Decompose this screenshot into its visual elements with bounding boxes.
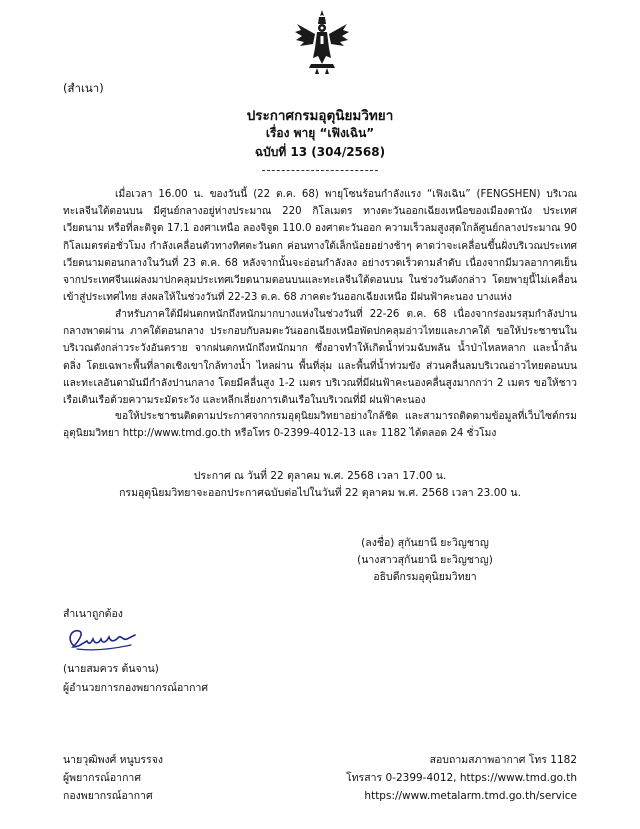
signatory-position: อธิบดีกรมอุตุนิยมวิทยา (373, 571, 477, 583)
issued-block (0, 468, 640, 502)
fax-and-website: โทรสาร 0-2399-4012, https://www.tmd.go.th (346, 772, 577, 784)
handwritten-signature (63, 625, 143, 655)
metalarm-link[interactable]: https://www.metalarm.tmd.go.th/service (364, 790, 577, 802)
signed-line: (ลงชื่อ) สุกันยานี ยะวิญชาญ (361, 537, 489, 549)
forecaster-name: นายวุฒิพงศ์ หนูบรรจง (63, 754, 163, 766)
certifier-position: ผู้อำนวยการกองพยากรณ์อากาศ (63, 682, 209, 694)
forecaster-division: กองพยากรณ์อากาศ (63, 790, 153, 802)
copy-label: (สำเนา) (63, 81, 104, 95)
next-issue-note: กรมอุตุนิยมวิทยาจะออกประกาศฉบับต่อไปในวันที่ 22 ตุลาคม พ.ศ. 2568 เวลา 23.00 น. (119, 487, 521, 499)
issue-number: ฉบับที่ 13 (304/2568) (254, 145, 386, 159)
forecaster-title: ผู้พยากรณ์อากาศ (63, 772, 141, 784)
certifier-name: (นายสมควร ต้นจาน) (63, 663, 159, 675)
body-paragraph-2: สำหรับภาคใต้มีฝนตกหนักถึงหนักมากบางแห่งในช่วงวันที่ 22-26 ต.ค. 68 เนื่องจากร่องมรสุมกำลังปานกลางพาดผ่าน ภาคใต้ตอนกลาง ประกอบกับลมตะวันออกเฉียงเหนือพัดปกคลุมอ่าวไทยและภาคใต้ ขอให้ประชาชนในบริเวณดังกล่าวระวังอันตราย จากฝนตกหนักถึงหนักมาก ซึ่งอาจทำให้เกิดน้ำท่วมฉับพลัน น้ำป่าไหลหลาก และน้ำล้นตลิ่ง โดยเฉพาะพื้นที่ลาดเชิงเขาใกล้ทางน้ำ ไหลผ่าน พื้นที่ลุ่ม และพื้นที่น้ำท่วมขัง ส่วนคลื่นลมบริเวณอ่าวไทยตอนบนและทะเลอันดามันมีกำลังปานกลาง โดยมีคลื่นสูง 1-2 เมตร บริเวณที่มีฝนฟ้าคะนองคลื่นสูงมากกว่า 2 เมตร ขอให้ชาวเรือเดินเรือด้วยความระมัดระวัง และหลีกเลี่ยงการเดินเรือในบริเวณที่มี ฝนฟ้าคะนอง (63, 309, 577, 407)
body-paragraph-3: ขอให้ประชาชนติดตามประกาศจากกรมอุตุนิยมวิทยาอย่างใกล้ชิด และสามารถติดตามข้อมูลที่เว็บไซต์กรมอุตุนิยมวิทยา http://www.tmd.go.th หรือโทร 0-2399-4012-13 และ 1182 ได้ตลอด 24 ชั่วโมง (63, 411, 577, 440)
certified-copy-label: สำเนาถูกต้อง (63, 608, 123, 620)
issued-date: ประกาศ ณ วันที่ 22 ตุลาคม พ.ศ. 2568 เวลา 17.00 น. (193, 470, 447, 482)
announcement-title: ประกาศกรมอุตุนิยมวิทยา (246, 108, 394, 124)
footer-contact (346, 751, 577, 805)
garuda-emblem-icon (293, 8, 351, 74)
signatory-name: (นางสาวสุกันยานี ยะวิญชาญ) (357, 554, 493, 566)
title-divider (262, 170, 378, 171)
weather-hotline: สอบถามสภาพอากาศ โทร 1182 (429, 754, 577, 766)
body-paragraph-1: เมื่อเวลา 16.00 น. ของวันนี้ (22 ต.ค. 68) พายุโซนร้อนกำลังแรง “เฟิงเฉิน” (FENGSHEN) บริเวณทะเลจีนใต้ตอนบน มีศูนย์กลางอยู่ห่างประมาณ 220 กิโลเมตร ทางตะวันออกเฉียงเหนือของเมืองดานัง ประเทศเวียดนาม หรือที่ละติจูด 17.1 องศาเหนือ ลองจิจูด 110.0 องศาตะวันออก ความเร็วลมสูงสุดใกล้ศูนย์กลางประมาณ 90 กิโลเมตรต่อชั่วโมง กำลังเคลื่อนตัวทางทิศตะวันตก ค่อนทางใต้เล็กน้อยอย่างช้าๆ คาดว่าจะเคลื่อนขึ้นฝั่งบริเวณประเทศเวียดนามตอนกลางในวันที่ 23 ต.ค. 68 หลังจากนั้นจะอ่อนกำลังลง อย่างรวดเร็วตามลำดับ เนื่องจากมีมวลอากาศเย็นจากประเทศจีนแผ่ลงมาปกคลุมประเทศเวียดนามตอนบนและทะเลจีนใต้ตอนบน ในช่วงวันดังกล่าว โดยพายุนี้ไม่เคลื่อนเข้าสู่ประเทศไทย ส่งผลให้ในช่วงวันที่ 22-23 ต.ค. 68 ภาคตะวันออกเฉียงเหนือ มีฝนฟ้าคะนอง บางแห่ง (63, 189, 577, 304)
announcement-subject: เรื่อง พายุ “เฟิงเฉิน” (265, 126, 375, 140)
footer-forecaster (63, 751, 163, 805)
